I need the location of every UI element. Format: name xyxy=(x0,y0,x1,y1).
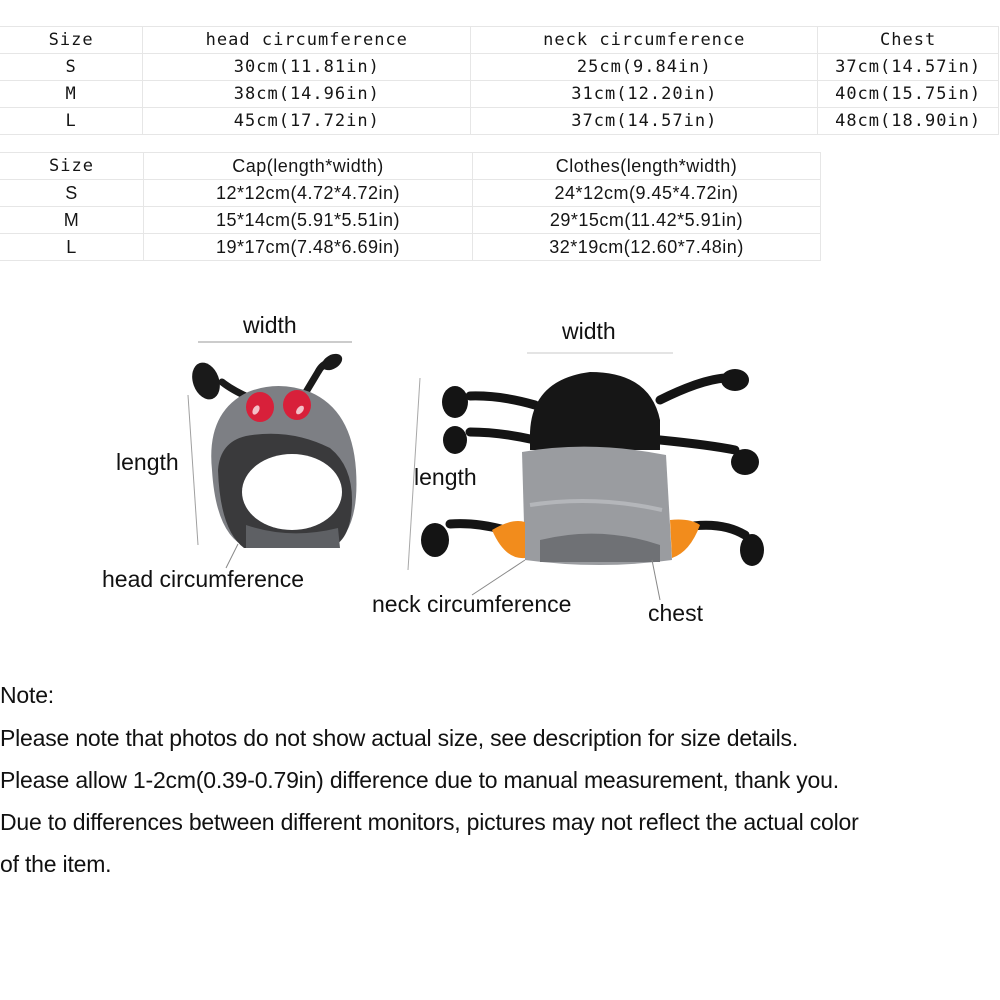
note-line: Please note that photos do not show actual size, see description for size details. xyxy=(0,725,799,751)
head-circumference-label: head circumference xyxy=(102,566,304,592)
note-title: Note: xyxy=(0,682,54,708)
clothes-width-label: width xyxy=(562,318,616,344)
header-cell: Clothes(length*width) xyxy=(473,153,821,180)
note-line: Due to differences between different monitors, pictures may not reflect the actual color xyxy=(0,809,859,835)
table-cell: 37cm(14.57in) xyxy=(471,108,818,135)
size-cell: M xyxy=(0,207,144,234)
table-cell: 45cm(17.72in) xyxy=(143,108,471,135)
cap-length-label: length xyxy=(116,449,179,475)
note-line: Please allow 1-2cm(0.39-0.79in) difference due to manual measurement, thank you. xyxy=(0,767,839,793)
header-cell: neck circumference xyxy=(471,27,818,54)
table-cell: 31cm(12.20in) xyxy=(471,81,818,108)
table-cell: 37cm(14.57in) xyxy=(818,54,999,81)
table-cell: 25cm(9.84in) xyxy=(471,54,818,81)
clothes-length-label: length xyxy=(414,464,477,490)
neck-circumference-label: neck circumference xyxy=(372,591,572,617)
table-cell: 12*12cm(4.72*4.72in) xyxy=(144,180,473,207)
header-cell: Chest xyxy=(818,27,999,54)
header-cell: Size xyxy=(0,153,144,180)
chest-label: chest xyxy=(648,600,703,626)
header-cell: Cap(length*width) xyxy=(144,153,473,180)
table-cell: 32*19cm(12.60*7.48in) xyxy=(473,234,821,261)
table-cell: 30cm(11.81in) xyxy=(143,54,471,81)
table-cell: 48cm(18.90in) xyxy=(818,108,999,135)
cap-width-label: width xyxy=(243,312,297,338)
size-cell: L xyxy=(0,108,143,135)
table-cell: 15*14cm(5.91*5.51in) xyxy=(144,207,473,234)
table-cell: 24*12cm(9.45*4.72in) xyxy=(473,180,821,207)
size-cell: S xyxy=(0,54,143,81)
size-cell: L xyxy=(0,234,144,261)
table-cell: 29*15cm(11.42*5.91in) xyxy=(473,207,821,234)
table-cell: 40cm(15.75in) xyxy=(818,81,999,108)
note-line: of the item. xyxy=(0,851,112,877)
header-cell: head circumference xyxy=(143,27,471,54)
size-cell: S xyxy=(0,180,144,207)
table-cell: 38cm(14.96in) xyxy=(143,81,471,108)
table-cell: 19*17cm(7.48*6.69in) xyxy=(144,234,473,261)
size-cell: M xyxy=(0,81,143,108)
header-cell: Size xyxy=(0,27,143,54)
